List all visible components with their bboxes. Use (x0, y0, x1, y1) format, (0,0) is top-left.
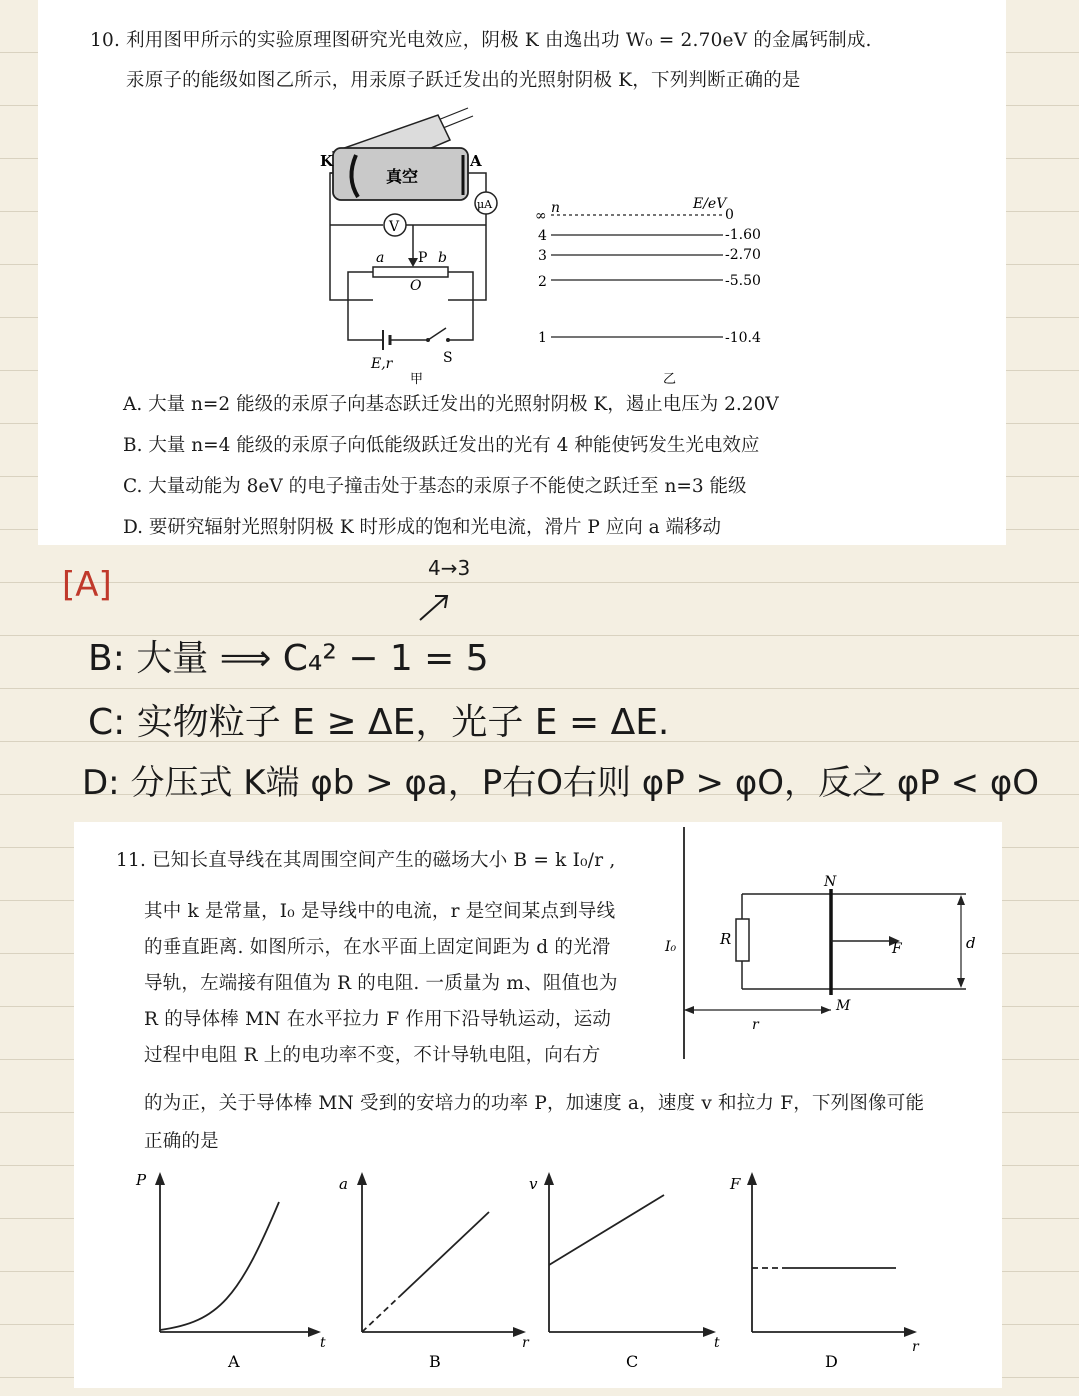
graph-C-yaxis: v (529, 1175, 538, 1193)
handwritten-note-c: C: 实物粒子 E ≥ ΔE，光子 E = ΔE. (88, 702, 670, 743)
graph-B-line (399, 1212, 489, 1297)
q11-stem-line6: 过程中电阻 R 上的电功率不变，不计导轨电阻，向右方 (144, 1045, 601, 1066)
label-O: O (410, 278, 422, 294)
rail-circuit-figure (664, 827, 984, 1067)
graph-B-dashed (362, 1297, 399, 1332)
question-10-card (38, 0, 1006, 545)
handwritten-answer: [A] (62, 565, 112, 605)
level-E-inf: 0 (725, 207, 734, 223)
handwritten-annotation: 4→3 (428, 556, 471, 580)
E-header: E/eV (693, 196, 727, 212)
level-n-1: 1 (538, 330, 547, 346)
graph-D-caption: D (825, 1352, 838, 1371)
handwritten-note-b: B: 大量 ⟹ C₄² − 1 = 5 (88, 638, 489, 679)
graph-C-caption: C (626, 1352, 639, 1371)
graph-B (329, 1167, 529, 1387)
graph-D (724, 1167, 924, 1387)
label-P: P (418, 250, 428, 266)
q11-stem-line8: 正确的是 (144, 1131, 219, 1152)
graph-B-caption: B (429, 1352, 441, 1371)
graph-A-xaxis: t (320, 1335, 326, 1351)
label-A: A (470, 152, 482, 170)
q11-stem-line7: 的为正，关于导体棒 MN 受到的安培力的功率 P，加速度 a，速度 v 和拉力 F，下列图像可能 (144, 1093, 925, 1114)
graph-D-yaxis: F (730, 1175, 741, 1193)
energy-level-diagram-yi (533, 190, 793, 390)
q10-option-a: A. 大量 n=2 能级的汞原子向基态跃迁发出的光照射阴极 K，遏止电压为 2.20V (123, 394, 779, 415)
q11-stem-line4: 导轨，左端接有阻值为 R 的电阻. 一质量为 m、阻值也为 (144, 973, 618, 994)
label-d: d (966, 934, 976, 952)
q10-stem-line1: 10. 利用图甲所示的实验原理图研究光电效应，阴极 K 由逸出功 W₀ = 2.70eV 的金属钙制成. (90, 30, 872, 51)
graph-C (524, 1167, 724, 1387)
q10-option-d: D. 要研究辐射光照射阴极 K 时形成的饱和光电流，滑片 P 应向 a 端移动 (123, 517, 722, 538)
q11-stem-line5: R 的导体棒 MN 在水平拉力 F 作用下沿导轨运动，运动 (144, 1009, 612, 1030)
label-S: S (443, 350, 453, 366)
label-K: K (320, 152, 334, 170)
label-b: b (438, 250, 447, 266)
graph-A-caption: A (228, 1352, 240, 1371)
graph-A-yaxis: P (136, 1171, 147, 1189)
label-R: R (720, 930, 732, 948)
caption-jia: 甲 (410, 372, 424, 387)
level-E-3: -2.70 (725, 247, 761, 263)
graph-D-xaxis: r (912, 1339, 919, 1355)
label-N: N (824, 874, 837, 890)
annotation-arrow-icon (415, 590, 455, 625)
level-n-4: 4 (538, 228, 547, 244)
label-I0: I₀ (665, 939, 677, 955)
graph-C-line (549, 1195, 664, 1265)
q11-stem-line1: 11. 已知长直导线在其周围空间产生的磁场大小 B = k I₀/r , (116, 850, 616, 871)
graph-C-xaxis: t (714, 1335, 720, 1351)
q11-stem-line2: 其中 k 是常量，I₀ 是导线中的电流，r 是空间某点到导线 (144, 901, 616, 922)
graph-B-xaxis: r (522, 1335, 529, 1351)
label-F: F (892, 941, 902, 957)
graph-B-yaxis: a (339, 1175, 348, 1193)
level-n-inf: ∞ (535, 208, 547, 224)
level-E-1: -10.4 (725, 330, 761, 346)
graph-A (124, 1167, 324, 1387)
question-11-card (74, 822, 1002, 1388)
level-n-3: 3 (538, 248, 547, 264)
label-M: M (836, 998, 851, 1014)
label-ammeter: μA (477, 198, 493, 211)
q10-option-b: B. 大量 n=4 能级的汞原子向低能级跃迁发出的光有 4 种能使钙发生光电效应 (123, 435, 760, 456)
level-n-2: 2 (538, 274, 547, 290)
caption-yi: 乙 (663, 372, 677, 387)
label-vacuum: 真空 (386, 167, 419, 186)
graph-A-curve (160, 1202, 279, 1330)
handwritten-note-d: D: 分压式 K端 φb > φa，P右O右则 φP > φO，反之 φP < φO (82, 763, 1040, 803)
level-E-2: -5.50 (725, 273, 761, 289)
q10-option-c: C. 大量动能为 8eV 的电子撞击处于基态的汞原子不能使之跃迁至 n=3 能级 (123, 476, 747, 497)
circuit-diagram-jia (278, 100, 493, 387)
label-a: a (376, 250, 385, 266)
n-header: n (551, 200, 561, 216)
q11-stem-line3: 的垂直距离. 如图所示，在水平面上固定间距为 d 的光滑 (144, 937, 611, 958)
label-r: r (752, 1017, 759, 1033)
label-Er: E,r (371, 356, 393, 372)
q10-stem-line2: 汞原子的能级如图乙所示，用汞原子跃迁发出的光照射阴极 K，下列判断正确的是 (126, 70, 801, 91)
level-E-4: -1.60 (725, 227, 761, 243)
label-voltmeter: V (389, 219, 400, 235)
